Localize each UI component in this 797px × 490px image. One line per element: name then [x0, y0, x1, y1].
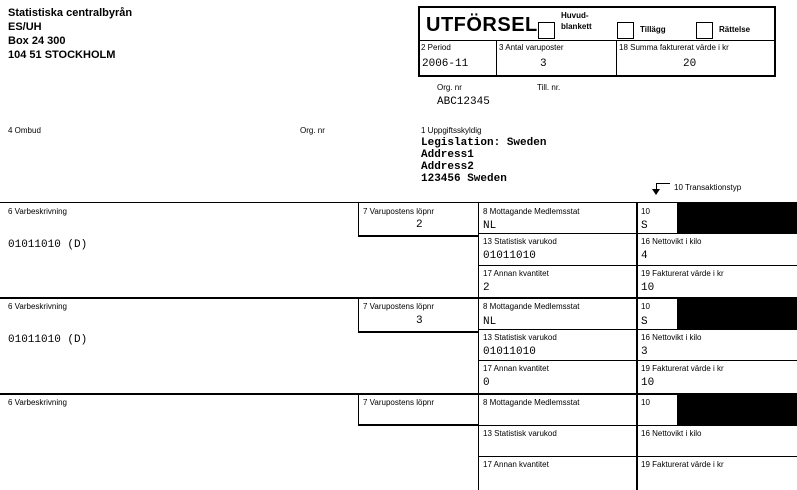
summa-label: 18 Summa fakturerat värde i kr — [619, 43, 729, 52]
item-2-transtyp-label: 10 — [641, 302, 650, 311]
item-2-medlemsstat-value: NL — [483, 316, 497, 328]
org-nr-value: ABC12345 — [437, 96, 490, 108]
till-nr-label: Till. nr. — [537, 83, 561, 92]
item-1-varukod-value: 01011010 — [483, 250, 536, 262]
antal-varuposter-value: 3 — [540, 58, 547, 70]
transtyp-block-3 — [677, 395, 797, 425]
form-title: UTFÖRSEL — [426, 14, 538, 36]
item-1-medlemsstat-value: NL — [483, 220, 497, 232]
uppgiftsskyldig-label: 1 Uppgiftsskyldig — [421, 126, 482, 135]
uppgiftsskyldig-address — [421, 137, 546, 185]
sender-line-4: 104 51 STOCKHOLM — [8, 49, 116, 61]
huvudblankett-label: Huvud- blankett — [561, 11, 592, 31]
sender-line-2: ES/UH — [8, 21, 42, 33]
item-2-transtyp-value: S — [641, 316, 648, 328]
item-1-lopnr-label: 7 Varupostens löpnr — [363, 207, 435, 216]
transtyp-block-2 — [677, 299, 797, 329]
item-1-lopnr-value: 2 — [416, 219, 423, 231]
rattelse-label: Rättelse — [719, 25, 751, 34]
antal-varuposter-label: 3 Antal varuposter — [499, 43, 564, 52]
transaktionstyp-label: 10 Transaktionstyp — [674, 183, 742, 192]
item-2-varbeskrivning-value: 01011010 (D) — [8, 334, 88, 346]
item-1-varde-label: 19 Fakturerat värde i kr — [641, 269, 724, 278]
uppgift-line-4: 123456 Sweden — [421, 173, 507, 185]
ombud-org-nr-label: Org. nr — [300, 126, 325, 135]
item-2-varde-value: 10 — [641, 377, 655, 389]
tillagg-label: Tillägg — [640, 25, 666, 34]
item-3-varde-label: 19 Fakturerat värde i kr — [641, 460, 724, 469]
sender-address — [8, 6, 132, 62]
item-3-kvantitet-label: 17 Annan kvantitet — [483, 460, 549, 469]
item-2-kvantitet-value: 0 — [483, 377, 490, 389]
item-2-lopnr-label: 7 Varupostens löpnr — [363, 302, 435, 311]
item-1-nettovikt-label: 16 Nettovikt i kilo — [641, 237, 702, 246]
summa-value: 20 — [683, 58, 697, 70]
item-2-nettovikt-label: 16 Nettovikt i kilo — [641, 333, 702, 342]
org-nr-label: Org. nr — [437, 83, 462, 92]
uppgift-line-3: Address2 — [421, 161, 474, 173]
sender-line-3: Box 24 300 — [8, 35, 66, 47]
item-1-kvantitet-value: 2 — [483, 282, 490, 294]
item-2-kvantitet-label: 17 Annan kvantitet — [483, 364, 549, 373]
item-2-varbeskrivning-label: 6 Varbeskrivning — [8, 302, 67, 311]
transtyp-block-1 — [677, 203, 797, 233]
item-2-medlemsstat-label: 8 Mottagande Medlemsstat — [483, 302, 580, 311]
tillagg-checkbox[interactable] — [617, 22, 634, 39]
item-3-medlemsstat-label: 8 Mottagande Medlemsstat — [483, 398, 580, 407]
uppgift-line-2: Address1 — [421, 149, 474, 161]
item-1-varbeskrivning-label: 6 Varbeskrivning — [8, 207, 67, 216]
item-3-varukod-label: 13 Statistisk varukod — [483, 429, 557, 438]
item-2-lopnr-value: 3 — [416, 315, 423, 327]
item-3-varbeskrivning-label: 6 Varbeskrivning — [8, 398, 67, 407]
item-1-kvantitet-label: 17 Annan kvantitet — [483, 269, 549, 278]
item-1-transtyp-label: 10 — [641, 207, 650, 216]
item-2-varukod-value: 01011010 — [483, 346, 536, 358]
period-value: 2006-11 — [422, 58, 469, 70]
uppgift-line-1: Legislation: Sweden — [421, 137, 547, 149]
item-1-varukod-label: 13 Statistisk varukod — [483, 237, 557, 246]
item-1-medlemsstat-label: 8 Mottagande Medlemsstat — [483, 207, 580, 216]
period-label: 2 Period — [421, 43, 451, 52]
item-1-transtyp-value: S — [641, 220, 648, 232]
item-2-nettovikt-value: 3 — [641, 346, 648, 358]
huvudblankett-checkbox[interactable] — [538, 22, 555, 39]
ombud-label: 4 Ombud — [8, 126, 41, 135]
item-1-varde-value: 10 — [641, 282, 655, 294]
sender-line-1: Statistiska centralbyrån — [8, 7, 133, 19]
item-3-lopnr-label: 7 Varupostens löpnr — [363, 398, 435, 407]
rattelse-checkbox[interactable] — [696, 22, 713, 39]
item-1-nettovikt-value: 4 — [641, 250, 648, 262]
item-2-varde-label: 19 Fakturerat värde i kr — [641, 364, 724, 373]
item-3-nettovikt-label: 16 Nettovikt i kilo — [641, 429, 702, 438]
item-2-varukod-label: 13 Statistisk varukod — [483, 333, 557, 342]
item-1-varbeskrivning-value: 01011010 (D) — [8, 239, 88, 251]
item-3-transtyp-label: 10 — [641, 398, 650, 407]
